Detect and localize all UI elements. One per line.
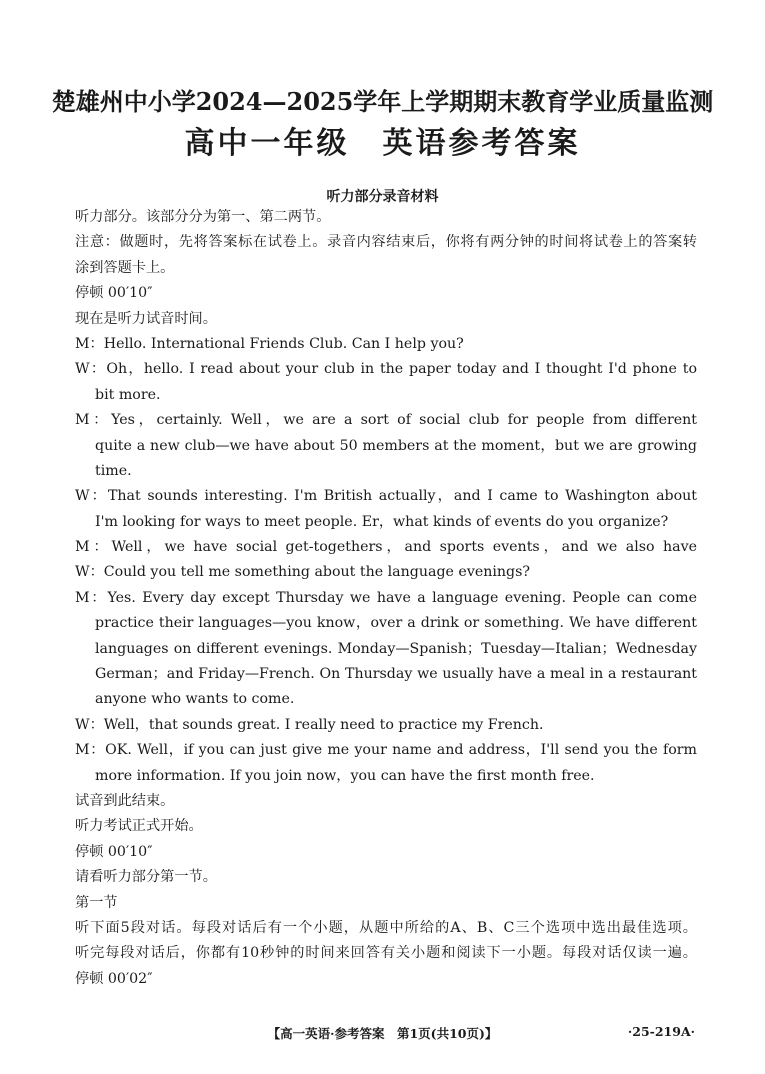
text-line: M：Well，we have social get-togethers，and sports events，and we also have <box>75 539 697 556</box>
text-line: time. <box>95 462 132 479</box>
text-line: 现在是听力试音时间。 <box>75 310 217 327</box>
text-line: W：Oh，hello. I read about your club in the paper today and I thought I'd phone to <box>75 361 697 378</box>
text-line: W：Could you tell me something about the language evenings? <box>75 564 531 581</box>
text-line: M：OK. Well，if you can just give me your name and address，I'll send you the form <box>75 742 697 759</box>
text-line: W：Well，that sounds great. I really need to practice my French. <box>75 716 544 733</box>
text-line: 听下面5段对话。每段对话后有一个小题，从题中所给的A、B、C三个选项中选出最佳选项。 <box>75 919 697 936</box>
text-line: anyone who wants to come. <box>95 691 295 708</box>
text-line: M：Hello. International Friends Club. Can I help you? <box>75 335 464 352</box>
section-title: 听力部分录音材料 <box>326 189 439 205</box>
answer-key-title: 高中一年级 英语参考答案 <box>184 126 581 161</box>
text-line: 试音到此结束。 <box>75 792 175 809</box>
text-line: M：Yes. Every day except Thursday we have a language evening. People can come <box>75 589 697 606</box>
text-line: 听力部分。该部分分为第一、第二两节。 <box>75 209 331 225</box>
text-line: 请看听力部分第一节。 <box>75 869 217 886</box>
text-line: bit more. <box>95 386 161 403</box>
text-line: 停顿 00′10″ <box>75 285 153 302</box>
text-line: 涂到答题卡上。 <box>75 259 175 276</box>
text-line: practice their languages—you know，over a drink or something. We have different <box>95 615 697 632</box>
text-line: 停顿 00′02″ <box>75 970 153 987</box>
text-line: 听力考试正式开始。 <box>75 818 203 835</box>
text-line: 第一节 <box>75 894 118 911</box>
text-line: German；and Friday—French. On Thursday we usually have a meal in a restaurant <box>95 666 697 683</box>
text-line: quite a new club—we have about 50 members at the moment，but we are growing <box>95 437 697 454</box>
text-line: 听完每段对话后，你都有10秒钟的时间来回答有关小题和阅读下一小题。每段对话仅读一遍。 <box>75 945 697 962</box>
text-line: 停顿 00′10″ <box>75 843 153 860</box>
text-line: I'm looking for ways to meet people. Er，what kinds of events do you organize? <box>95 513 669 530</box>
text-line: 注意：做题时，先将答案标在试卷上。录音内容结束后，你将有两分钟的时间将试卷上的答案转 <box>75 234 697 251</box>
document-code: ·25-219A· <box>627 1024 695 1039</box>
text-line: languages on different evenings. Monday—Spanish；Tuesday—Italian；Wednesday <box>95 640 697 657</box>
page-footer: 【高一英语·参考答案 第1页(共10页)】 <box>267 1026 498 1041</box>
text-line: W：That sounds interesting. I'm British actually，and I came to Washington about <box>75 488 697 505</box>
text-line: M：Yes，certainly. Well，we are a sort of social club for people from different <box>75 412 697 429</box>
transcript-body <box>75 205 697 992</box>
exam-title: 楚雄州中小学2024—2025学年上学期期末教育学业质量监测 <box>51 87 714 116</box>
text-line: more information. If you join now，you can have the first month free. <box>95 767 595 784</box>
